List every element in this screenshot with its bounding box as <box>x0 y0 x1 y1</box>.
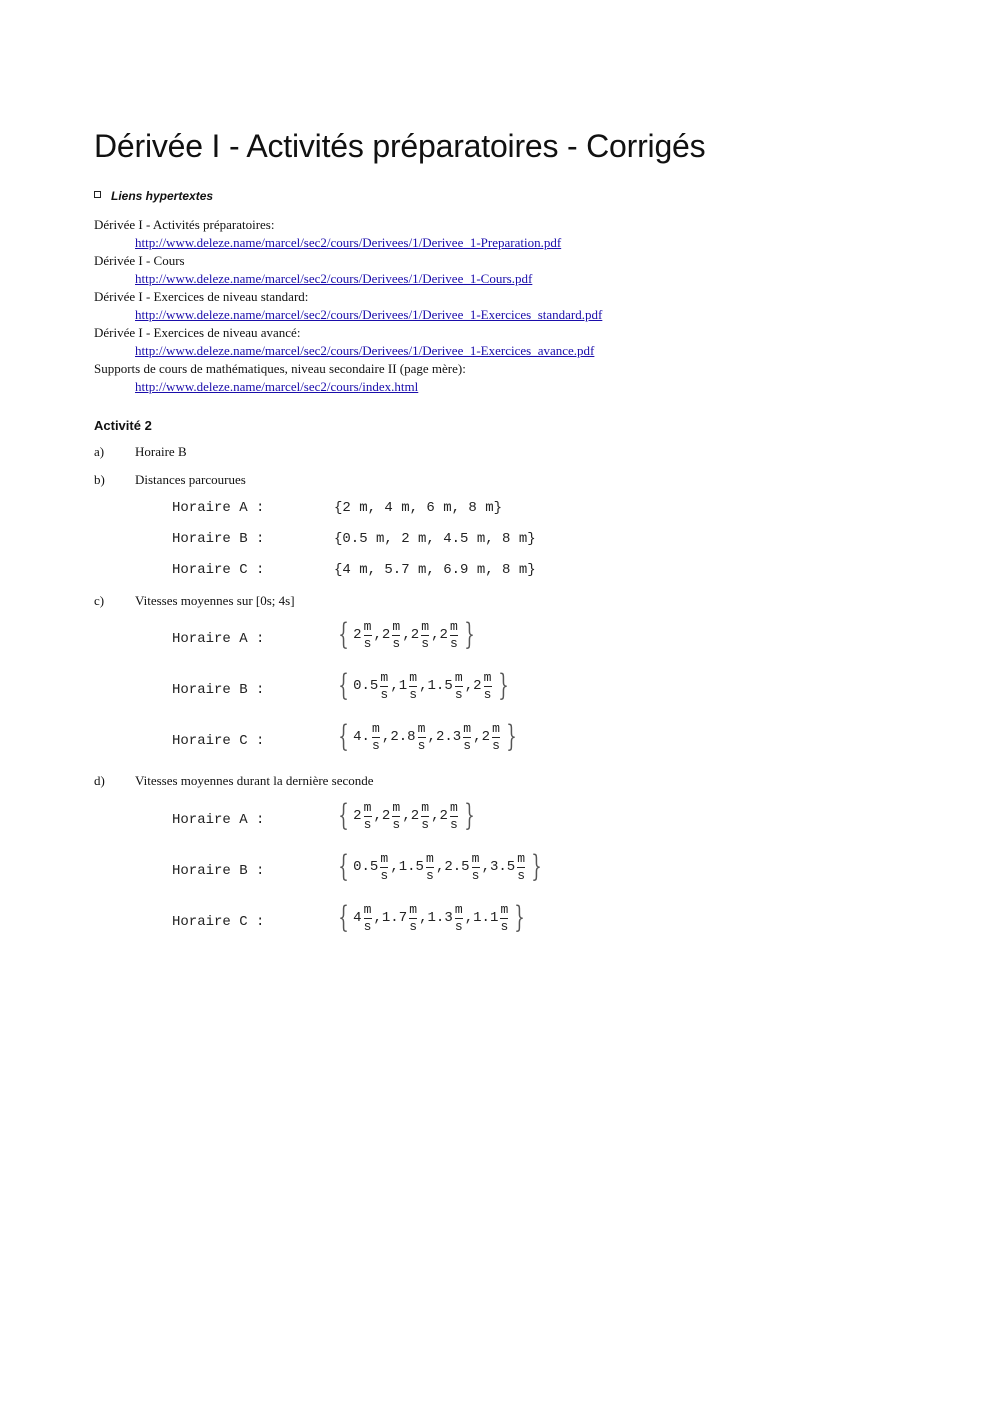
unit-numerator: m <box>450 800 458 815</box>
separator-comma: , <box>431 627 440 643</box>
unit-denominator: s <box>450 817 458 832</box>
unit-fraction <box>380 852 388 882</box>
unit-denominator: s <box>421 636 430 651</box>
speed-total-set-c <box>334 719 521 754</box>
speed-total-set-a <box>334 617 479 652</box>
unit-denominator: s <box>363 636 372 651</box>
speed-value: 0.5 <box>353 678 379 694</box>
link-label-preparation: Dérivée I - Activités préparatoires: <box>94 217 275 232</box>
unit-numerator: m <box>380 670 389 685</box>
distance-label-a: Horaire A : <box>172 500 265 516</box>
speed-value: 2 <box>473 678 482 694</box>
unit-numerator: m <box>454 670 463 685</box>
speed-value: 2 <box>353 627 362 643</box>
item-marker-b: b) <box>94 472 105 487</box>
speed-value: 2 <box>381 627 391 643</box>
section-heading: Activité 2 <box>94 418 152 433</box>
unit-fraction <box>364 801 372 831</box>
unit-numerator: m <box>421 619 430 634</box>
open-brace: { <box>338 798 349 833</box>
unit-fraction <box>364 903 372 933</box>
separator-comma: , <box>464 678 474 694</box>
separator-comma: , <box>402 808 411 824</box>
speed-total-label-b: Horaire B : <box>172 682 265 698</box>
unit-fraction <box>421 801 429 831</box>
speed-value: 2.8 <box>390 729 416 745</box>
unit-numerator: m <box>471 851 480 866</box>
speed-value: 2 <box>353 808 362 824</box>
unit-numerator: m <box>409 902 418 917</box>
link-label-exercices-avance: Dérivée I - Exercices de niveau avancé: <box>94 325 301 340</box>
links-heading-text: Liens hypertextes <box>111 189 214 203</box>
speed-last-label-b: Horaire B : <box>172 863 265 879</box>
link-label-cours: Dérivée I - Cours <box>94 253 185 268</box>
unit-fraction <box>372 722 380 752</box>
speed-value: 3.5 <box>489 859 516 875</box>
separator-comma: , <box>464 910 474 926</box>
speed-value: 4. <box>353 729 370 745</box>
speed-value: 1 <box>398 678 408 694</box>
unit-denominator: s <box>417 738 426 753</box>
unit-denominator: s <box>450 636 458 651</box>
unit-fraction <box>450 801 458 831</box>
unit-denominator: s <box>426 868 434 883</box>
unit-fraction <box>484 671 492 701</box>
separator-comma: , <box>373 627 382 643</box>
unit-fraction <box>500 903 508 933</box>
item-marker-c: c) <box>94 593 105 608</box>
unit-numerator: m <box>372 721 380 736</box>
speed-last-set-c <box>334 900 529 935</box>
speed-value: 2.3 <box>435 729 462 745</box>
open-brace: { <box>338 849 349 884</box>
speed-last-set-a <box>334 798 479 833</box>
speed-value: 2 <box>439 808 448 824</box>
separator-comma: , <box>390 678 399 694</box>
speed-value: 4 <box>353 910 362 926</box>
close-brace: } <box>464 617 475 652</box>
link-label-exercices-standard: Dérivée I - Exercices de niveau standard: <box>94 289 309 304</box>
unit-numerator: m <box>492 721 500 736</box>
unit-denominator: s <box>454 687 463 702</box>
unit-denominator: s <box>517 868 526 883</box>
link-exercices-standard[interactable]: http://www.deleze.name/marcel/sec2/cours/Derivees/1/Derivee_1-Exercices_standard.pdf <box>135 307 603 322</box>
speed-total-set-b <box>334 668 513 703</box>
close-brace: } <box>464 798 475 833</box>
item-marker-d: d) <box>94 773 105 788</box>
unit-fraction <box>450 620 458 650</box>
separator-comma: , <box>427 729 436 745</box>
unit-denominator: s <box>454 919 463 934</box>
unit-numerator: m <box>421 800 430 815</box>
unit-denominator: s <box>363 919 372 934</box>
unit-denominator: s <box>392 636 401 651</box>
item-text-a: Horaire B <box>135 444 187 459</box>
unit-numerator: m <box>409 670 418 685</box>
separator-comma: , <box>373 910 382 926</box>
unit-numerator: m <box>392 619 401 634</box>
speed-value: 2 <box>410 627 420 643</box>
speed-value: 2 <box>481 729 490 745</box>
unit-numerator: m <box>363 800 372 815</box>
unit-denominator: s <box>471 868 480 883</box>
unit-numerator: m <box>450 619 458 634</box>
speed-value: 0.5 <box>353 859 379 875</box>
item-marker-a: a) <box>94 444 105 459</box>
close-brace: } <box>497 668 509 703</box>
separator-comma: , <box>419 678 428 694</box>
separator-comma: , <box>473 729 482 745</box>
links-heading <box>94 189 213 203</box>
page-title: Dérivée I - Activités préparatoires - Corrigés <box>94 128 706 164</box>
unit-fraction <box>418 722 426 752</box>
unit-denominator: s <box>483 687 492 702</box>
separator-comma: , <box>481 859 490 875</box>
unit-numerator: m <box>463 721 472 736</box>
unit-numerator: m <box>363 902 372 917</box>
unit-numerator: m <box>392 800 401 815</box>
unit-numerator: m <box>380 851 389 866</box>
separator-comma: , <box>419 910 428 926</box>
unit-fraction <box>492 722 500 752</box>
separator-comma: , <box>402 627 411 643</box>
separator-comma: , <box>381 729 391 745</box>
separator-comma: , <box>373 808 382 824</box>
link-exercices-avance[interactable]: http://www.deleze.name/marcel/sec2/cours/Derivees/1/Derivee_1-Exercices_avance.pdf <box>135 343 595 358</box>
open-brace: { <box>338 617 349 652</box>
unit-denominator: s <box>409 687 418 702</box>
unit-fraction <box>455 671 463 701</box>
unit-fraction <box>409 671 417 701</box>
unit-denominator: s <box>392 817 401 832</box>
distance-value-c: {4 m, 5.7 m, 6.9 m, 8 m} <box>334 562 536 578</box>
unit-denominator: s <box>409 919 418 934</box>
unit-fraction <box>364 620 372 650</box>
close-brace: } <box>531 849 542 884</box>
unit-fraction <box>517 852 525 882</box>
distance-label-c: Horaire C : <box>172 562 265 578</box>
speed-value: 1.1 <box>473 910 499 926</box>
link-label-index: Supports de cours de mathématiques, niveau secondaire II (page mère): <box>94 361 466 376</box>
link-preparation[interactable]: http://www.deleze.name/marcel/sec2/cours/Derivees/1/Derivee_1-Preparation.pdf <box>135 235 562 250</box>
speed-value: 1.5 <box>427 678 453 694</box>
distance-value-b: {0.5 m, 2 m, 4.5 m, 8 m} <box>334 531 536 547</box>
item-text-c: Vitesses moyennes sur [0s; 4s] <box>135 593 295 608</box>
open-brace: { <box>338 719 349 754</box>
unit-fraction <box>421 620 429 650</box>
speed-total-label-a: Horaire A : <box>172 631 265 647</box>
unit-fraction <box>409 903 417 933</box>
distance-label-b: Horaire B : <box>172 531 265 547</box>
unit-fraction <box>472 852 480 882</box>
link-cours[interactable]: http://www.deleze.name/marcel/sec2/cours/Derivees/1/Derivee_1-Cours.pdf <box>135 271 533 286</box>
unit-denominator: s <box>363 817 372 832</box>
speed-last-set-b <box>334 849 546 884</box>
item-text-b: Distances parcourues <box>135 472 246 487</box>
unit-numerator: m <box>426 851 434 866</box>
unit-fraction <box>380 671 388 701</box>
speed-last-label-c: Horaire C : <box>172 914 265 930</box>
separator-comma: , <box>435 859 445 875</box>
speed-value: 1.5 <box>398 859 424 875</box>
speed-value: 1.3 <box>427 910 453 926</box>
unit-numerator: m <box>454 902 463 917</box>
speed-value: 2.5 <box>444 859 470 875</box>
unit-numerator: m <box>483 670 492 685</box>
speed-total-label-c: Horaire C : <box>172 733 265 749</box>
open-brace: { <box>338 900 349 935</box>
speed-last-label-a: Horaire A : <box>172 812 265 828</box>
unit-numerator: m <box>417 721 426 736</box>
speed-value: 2 <box>381 808 391 824</box>
unit-numerator: m <box>500 902 509 917</box>
speed-value: 2 <box>439 627 448 643</box>
speed-value: 1.7 <box>381 910 408 926</box>
unit-denominator: s <box>421 817 430 832</box>
separator-comma: , <box>390 859 399 875</box>
distance-value-a: {2 m, 4 m, 6 m, 8 m} <box>334 500 503 516</box>
unit-denominator: s <box>380 868 389 883</box>
speed-value: 2 <box>410 808 420 824</box>
unit-denominator: s <box>492 738 500 753</box>
unit-fraction <box>455 903 463 933</box>
unit-fraction <box>426 852 434 882</box>
item-text-d: Vitesses moyennes durant la dernière seconde <box>135 773 374 788</box>
open-brace: { <box>338 668 349 703</box>
unit-numerator: m <box>363 619 372 634</box>
close-brace: } <box>514 900 526 935</box>
unit-denominator: s <box>463 738 472 753</box>
close-brace: } <box>506 719 517 754</box>
bullet-square-icon <box>94 191 101 198</box>
unit-fraction <box>392 801 400 831</box>
unit-fraction <box>392 620 400 650</box>
link-index[interactable]: http://www.deleze.name/marcel/sec2/cours/index.html <box>135 379 419 394</box>
unit-numerator: m <box>517 851 526 866</box>
unit-denominator: s <box>380 687 389 702</box>
unit-fraction <box>463 722 471 752</box>
separator-comma: , <box>431 808 440 824</box>
unit-denominator: s <box>500 919 509 934</box>
unit-denominator: s <box>372 738 380 753</box>
